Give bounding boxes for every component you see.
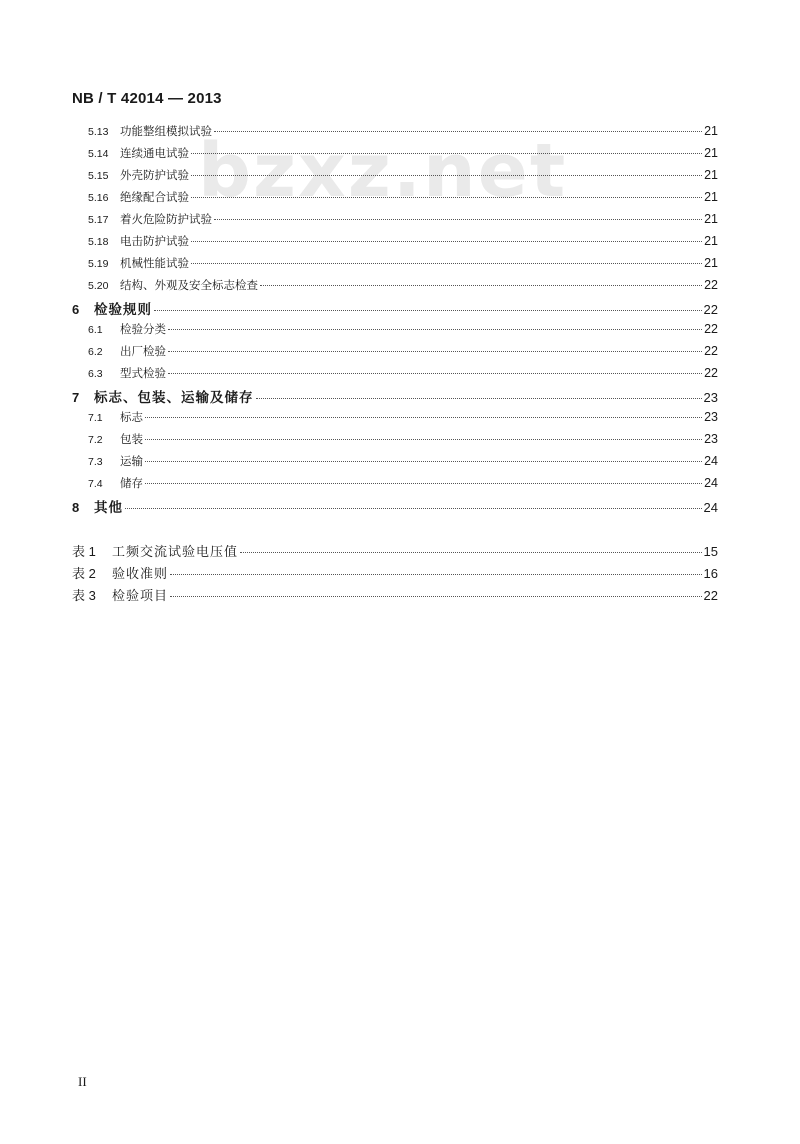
standard-number-header: NB / T 42014 — 2013 <box>72 90 222 107</box>
toc-entry-title: 检验规则 <box>94 302 152 318</box>
toc-entry-page: 21 <box>704 146 718 160</box>
toc-entry-5-15[interactable] <box>88 167 718 183</box>
toc-entry-5-18[interactable] <box>88 233 718 249</box>
toc-entry-page: 24 <box>704 476 718 490</box>
dot-leader <box>125 508 702 509</box>
table-list-entry-2[interactable] <box>72 563 718 582</box>
dot-leader <box>191 197 702 198</box>
toc-entry-5-13[interactable] <box>88 123 718 139</box>
toc-entry-page: 22 <box>704 344 718 358</box>
toc-entry-number: 7.1 <box>88 412 103 424</box>
toc-entry-number: 5.19 <box>88 258 109 270</box>
toc-entry-page: 24 <box>703 500 718 515</box>
table-entry-page: 22 <box>703 588 718 603</box>
toc-entry-title: 功能整组模拟试验 <box>120 124 212 138</box>
toc-entry-5-16[interactable] <box>88 189 718 205</box>
toc-entry-number: 8 <box>72 500 80 515</box>
table-entry-page: 16 <box>703 566 718 581</box>
toc-entry-page: 21 <box>704 256 718 270</box>
toc-entry-title: 机械性能试验 <box>120 256 189 270</box>
toc-entry-number: 5.15 <box>88 170 109 182</box>
toc-entry-6-1[interactable] <box>88 321 718 337</box>
toc-entry-title: 出厂检验 <box>120 344 166 358</box>
dot-leader <box>191 175 702 176</box>
toc-entry-number: 6 <box>72 302 80 317</box>
dot-leader <box>170 596 702 597</box>
toc-entry-page: 21 <box>704 212 718 226</box>
toc-entry-page: 22 <box>704 278 718 292</box>
toc-entry-8[interactable] <box>72 496 718 516</box>
toc-entry-number: 7 <box>72 390 80 405</box>
toc-entry-number: 5.17 <box>88 214 109 226</box>
toc-entry-title: 电击防护试验 <box>120 234 189 248</box>
toc-entry-page: 24 <box>704 454 718 468</box>
toc-entry-page: 22 <box>703 302 718 317</box>
toc-entry-title: 储存 <box>120 476 143 490</box>
dot-leader <box>154 310 702 311</box>
toc-entry-number: 7.2 <box>88 434 103 446</box>
dot-leader <box>191 263 702 264</box>
toc-entry-5-20[interactable] <box>88 277 718 293</box>
dot-leader <box>145 461 702 462</box>
toc-entry-title: 检验分类 <box>120 322 166 336</box>
toc-entry-page: 21 <box>704 190 718 204</box>
toc-entry-title: 包装 <box>120 432 143 446</box>
toc-entry-number: 6.3 <box>88 368 103 380</box>
table-entry-number: 表 3 <box>72 588 96 603</box>
dot-leader <box>145 439 702 440</box>
toc-entry-title: 着火危险防护试验 <box>120 212 212 226</box>
toc-entry-7-2[interactable] <box>88 431 718 447</box>
page-number-footer: II <box>78 1074 87 1089</box>
toc-entry-number: 7.3 <box>88 456 103 468</box>
dot-leader <box>168 373 702 374</box>
dot-leader <box>256 398 702 399</box>
toc-entry-page: 23 <box>704 410 718 424</box>
toc-entry-title: 外壳防护试验 <box>120 168 189 182</box>
toc-entry-5-14[interactable] <box>88 145 718 161</box>
table-entry-page: 15 <box>703 544 718 559</box>
toc-entry-number: 5.18 <box>88 236 109 248</box>
toc-entry-7-4[interactable] <box>88 475 718 491</box>
toc-entry-page: 21 <box>704 168 718 182</box>
toc-entry-page: 23 <box>704 432 718 446</box>
dot-leader <box>214 219 702 220</box>
toc-entry-6-2[interactable] <box>88 343 718 359</box>
toc-entry-7[interactable] <box>72 386 718 406</box>
dot-leader <box>240 552 702 553</box>
toc-entry-number: 5.16 <box>88 192 109 204</box>
dot-leader <box>214 131 702 132</box>
toc-entry-5-17[interactable] <box>88 211 718 227</box>
toc-entry-number: 5.14 <box>88 148 109 160</box>
toc-entry-6-3[interactable] <box>88 365 718 381</box>
toc-entry-number: 7.4 <box>88 478 103 490</box>
toc-entry-6[interactable] <box>72 298 718 318</box>
toc-entry-5-19[interactable] <box>88 255 718 271</box>
toc-entry-number: 5.20 <box>88 280 109 292</box>
toc-entry-7-3[interactable] <box>88 453 718 469</box>
dot-leader <box>145 483 702 484</box>
toc-entry-page: 21 <box>704 124 718 138</box>
dot-leader <box>260 285 702 286</box>
toc-entry-page: 23 <box>703 390 718 405</box>
toc-entry-title: 绝缘配合试验 <box>120 190 189 204</box>
toc-entry-number: 5.13 <box>88 126 109 138</box>
toc-entry-title: 结构、外观及安全标志检查 <box>120 278 258 292</box>
dot-leader <box>145 417 702 418</box>
toc-entry-title: 标志、包装、运输及储存 <box>94 390 254 406</box>
toc-entry-number: 6.2 <box>88 346 103 358</box>
dot-leader <box>191 241 702 242</box>
dot-leader <box>170 574 702 575</box>
table-entry-title: 验收准则 <box>112 567 169 582</box>
toc-entry-page: 22 <box>704 366 718 380</box>
toc-entry-title: 连续通电试验 <box>120 146 189 160</box>
table-entry-title: 检验项目 <box>112 589 169 604</box>
table-list-entry-3[interactable] <box>72 585 718 604</box>
table-list-entry-1[interactable] <box>72 541 718 560</box>
table-entry-number: 表 2 <box>72 566 96 581</box>
watermark: bzxz.net <box>198 128 568 214</box>
toc-entry-number: 6.1 <box>88 324 103 336</box>
dot-leader <box>168 329 702 330</box>
dot-leader <box>191 153 702 154</box>
toc-entry-title: 型式检验 <box>120 366 166 380</box>
table-entry-number: 表 1 <box>72 544 96 559</box>
toc-entry-page: 22 <box>704 322 718 336</box>
toc-entry-title: 运输 <box>120 454 143 468</box>
toc-entry-title: 标志 <box>120 410 143 424</box>
toc-entry-title: 其他 <box>94 500 123 516</box>
dot-leader <box>168 351 702 352</box>
toc-entry-7-1[interactable] <box>88 409 718 425</box>
table-entry-title: 工频交流试验电压值 <box>112 545 239 560</box>
toc-entry-page: 21 <box>704 234 718 248</box>
